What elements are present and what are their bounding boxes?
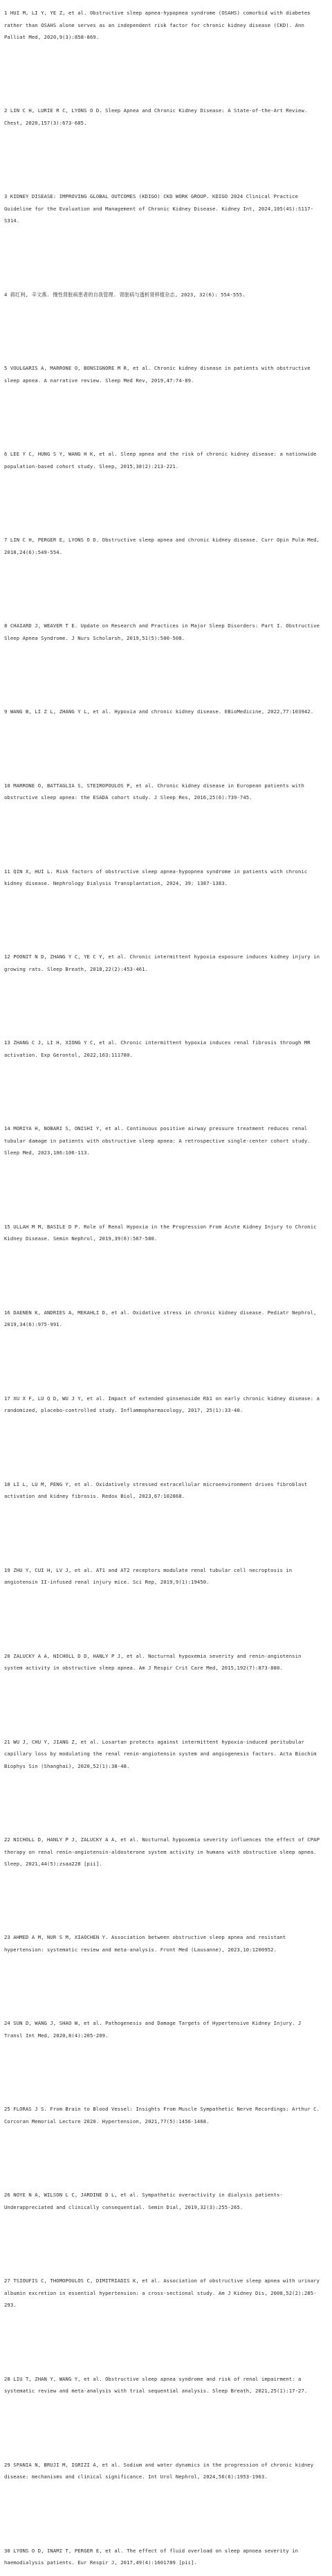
reference-item-6: 6 LEE Y C, HUNG S Y, WANG H K, et al. Sleep apnea and the risk of chronic kidney disease: a nationwide population-based cohort study. Sleep, 2015,38(2):213-221.	[4, 451, 317, 469]
reference-item-26: 26 NOYE N A, WILSON L C, JARDINE D L, et al. Sympathetic overactivity in dialysis patients-Underappreciated and clinically consequential. Semin Dial, 2019,32(3):255-265.	[4, 2192, 283, 2210]
reference-item-3: 3 KIDNEY DISEASE: IMPROVING GLOBAL OUTCOMES (KDIGO) CKD WORK GROUP. KDIGO 2024 Clinical Practice Guideline for the Evaluation and Management of Chronic Kidney Disease. Kidney Int, 2024,105(4S):S117-S314.	[4, 193, 314, 224]
reference-item-2: 2 LIN C H, LURIE R C, LYONS O D. Sleep Apnea and Chronic Kidney Disease: A State-of-the-Art Review. Chest, 2020,157(3):673-685.	[4, 107, 308, 126]
reference-item-22: 22 NICHOLL D, HANLY P J, ZALUCKY A A, et al. Nocturnal hypoxemia severity influences the effect of CPAP therapy on renal renin-angiotensin-aldosterone system activity in humans with obstructive sleep apnea. Sleep, 2021,44(5):zsaa228 [pii].	[4, 1836, 320, 1868]
reference-item-30: 30 LYONS O D, INAMI T, PERGER E, et al. The effect of fluid overload on sleep apnoea severity in haemodialysis patients. Eur Respir J, 2017,49(4):1601789 [pii].	[4, 2547, 299, 2566]
reference-item-9: 9 WANG B, LI Z L, ZHANG Y L, et al. Hypoxia and chronic kidney disease. EBioMedicine, 2022,77:103942.	[4, 708, 314, 715]
reference-item-29: 29 SPANIA N, BRUJI M, IGRIZI A, et al. Sodium and water dynamics in the progression of chronic kidney disease: mechanisms and clinical significance. Int Urol Nephrol, 2024,56(6):1953-1963.	[4, 2461, 314, 2480]
reference-list	[4, 7, 322, 2569]
reference-item-14: 14 MORIYA H, NOBARI S, ONISHI Y, et al. Continuous positive airway pressure treatment reduces renal tubular damage in patients with obstructive sleep apnea: A retrospective single-center cohort study. Sleep Med, 2023,106:106-113.	[4, 1125, 311, 1156]
reference-item-7: 7 LIN C H, PERGER E, LYONS O D. Obstructive sleep apnea and chronic kidney disease. Curr Opin Pulm Med, 2018,24(6):549-554.	[4, 537, 320, 555]
reference-item-24: 24 SUN D, WANG J, SHAO W, et al. Pathogenesis and Damage Targets of Hypertensive Kidney Injury. J Transl Int Med, 2020,8(4):205-209.	[4, 2020, 302, 2039]
reference-item-4: 4 蒋红利, 辛文燕. 慢性肾脏病患者的自我管理. 肾脏病与透析肾移植杂志, 2023, 32(6): 554-555.	[4, 291, 246, 298]
reference-item-10: 10 MARRONE O, BATTAGLIA S, STEIROPOULOS P, et al. Chronic kidney disease in European patients with obstructive sleep apnea: the ESADA cohort study. J Sleep Res, 2016,25(6):739-745.	[4, 782, 304, 801]
reference-item-15: 15 ULLAH M M, BASILE D P. Role of Renal Hypoxia in the Progression From Acute Kidney Injury to Chronic Kidney Disease. Semin Nephrol, 2019,39(6):567-580.	[4, 1223, 317, 1242]
reference-item-8: 8 CHAIARD J, WEAVER T E. Update on Research and Practices in Major Sleep Disorders: Part I. Obstructive Sleep Apnea Syndrome. J Nurs Scholarsh, 2019,51(5):500-508.	[4, 623, 320, 641]
reference-item-16: 16 DAENEN K, ANDRIES A, MEKAHLI D, et al. Oxidative stress in chronic kidney disease. Pediatr Nephrol, 2019,34(6):975-991.	[4, 1309, 317, 1328]
reference-item-1: 1 HUI M, LI Y, YE Z, et al. Obstructive sleep apnea-hypopnea syndrome (OSAHS) comorbid with diabetes rather than OSAHS alone serves as an independent risk factor for chronic kidney disease (CKD). Ann Palliat Med, 2020,9(3):858-869.	[4, 10, 311, 40]
reference-item-11: 11 QIN X, HUI L. Risk factors of obstructive sleep apnea-hypopnea syndrome in patients with chronic kidney disease. Nephrology Dialysis Transplantation, 2024, 39: 1387-1383.	[4, 868, 308, 887]
reference-item-5: 5 VOULGARIS A, MARRONE O, BONSIGNORE M R, et al. Chronic kidney disease in patients with obstructive sleep apnea. A narrative review. Sleep Med Rev, 2019,47:74-89.	[4, 365, 311, 384]
reference-item-28: 28 LIU T, ZHAN Y, WANG Y, et al. Obstructive sleep apnea syndrome and risk of renal impairment: a systematic review and meta-analysis with trial sequential analysis. Sleep Breath, 2021,25(1):17-27.	[4, 2375, 308, 2395]
reference-item-19: 19 ZHU Y, CUI H, LV J, et al. AT1 and AT2 receptors modulate renal tubular cell necroptosis in angiotensin II-infused renal injury mice. Sci Rep, 2019,9(1):19450.	[4, 1566, 293, 1586]
reference-item-25: 25 FLORAS J S. From Brain to Blood Vessel: Insights From Muscle Sympathetic Nerve Recordings: Arthur C. Corcoran Memorial Lecture 2020. Hypertension, 2021,77(5):1456-1468.	[4, 2106, 320, 2125]
reference-item-18: 18 LI L, LU M, PENG Y, et al. Oxidatively stressed extracellular microenvironment drives fibroblast activation and kidney fibrosis. Redox Biol, 2023,67:102868.	[4, 1481, 308, 1500]
reference-item-27: 27 TSIOUFIS C, THOMOPOULOS C, DIMITRIADIS K, et al. Association of obstructive sleep apnea with urinary albumin excretion in essential hypertension: a cross-sectional study. Am J Kidney Dis, 2008,52(2):285-293.	[4, 2278, 320, 2309]
reference-item-13: 13 ZHANG C J, LI H, XIONG Y C, et al. Chronic intermittent hypoxia induces renal fibrosis through MR activation. Exp Gerontol, 2022,163:111780.	[4, 1039, 311, 1058]
reference-item-20: 20 ZALUCKY A A, NICHOLL D D, HANLY P J, et al. Nocturnal hypoxemia severity and renin-angiotensin system activity in obstructive sleep apnea. Am J Respir Crit Care Med, 2015,192(7):873-880.	[4, 1652, 302, 1672]
reference-item-21: 21 WU J, CHU Y, JIANG Z, et al. Losartan protects against intermittent hypoxia-induced peritubular capillary loss by modulating the renal renin-angiotensin system and angiogenesis factors. Acta Biochim Biophys Sin (Shanghai), 2020,52(1):38-48.	[4, 1738, 317, 1769]
reference-item-17: 17 XU X F, LU Q D, WU J Y, et al. Impact of extended ginsenoside Rb1 on early chronic kidney disease: a randomized, placebo-controlled study. Inflammopharmacology, 2017, 25(1):33-40.	[4, 1395, 320, 1414]
reference-item-23: 23 AHMED A M, NUR S M, XIAOCHEN Y. Association between obstructive sleep apnea and resistant hypertension: systematic review and meta-analysis. Front Med (Lausanne), 2023,10:1200952.	[4, 1934, 286, 1953]
reference-item-12: 12 POONIT N D, ZHANG Y C, YE C Y, et al. Chronic intermittent hypoxia exposure induces kidney injury in growing rats. Sleep Breath, 2018,22(2):453-461.	[4, 954, 320, 972]
